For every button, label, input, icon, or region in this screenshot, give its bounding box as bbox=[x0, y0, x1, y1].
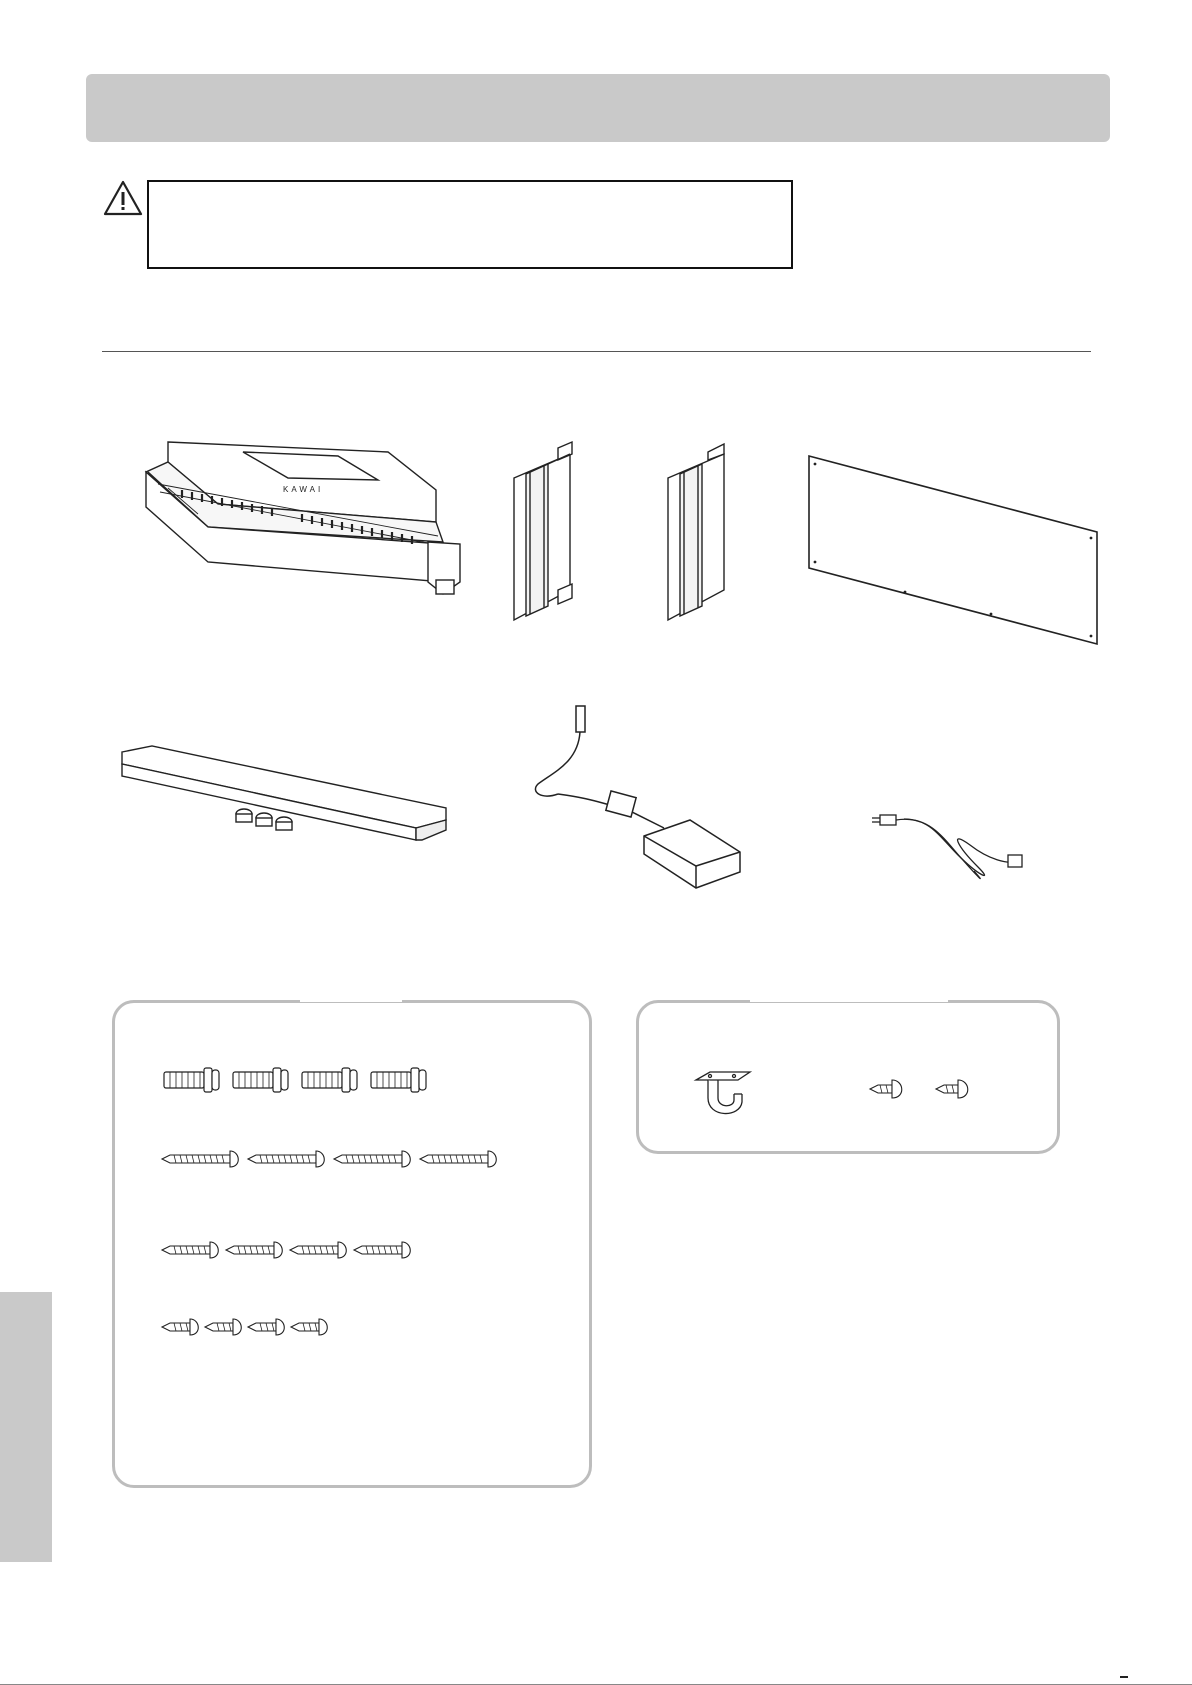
power-cable-icon bbox=[858, 805, 1028, 895]
ac-adapter-icon bbox=[528, 702, 758, 892]
chapter-side-tab bbox=[0, 1292, 52, 1562]
medium-screw-icon bbox=[160, 1239, 420, 1261]
back-board-icon bbox=[805, 452, 1101, 648]
piano-main-unit-icon bbox=[138, 432, 468, 612]
hardware-bag-label-gap bbox=[300, 996, 402, 1002]
svg-text:KAWAI: KAWAI bbox=[283, 485, 324, 494]
warning-box bbox=[147, 180, 793, 269]
headphone-hook-icon bbox=[688, 1070, 758, 1122]
pedalboard-icon bbox=[116, 744, 452, 862]
warning-icon bbox=[103, 180, 143, 216]
side-panel-left-icon bbox=[508, 440, 590, 630]
page-number-mark bbox=[1120, 1676, 1128, 1678]
section-divider bbox=[102, 351, 1091, 352]
bolt-icon bbox=[160, 1065, 450, 1095]
headphone-kit-label-gap bbox=[750, 996, 948, 1002]
small-screw-icon bbox=[868, 1076, 978, 1102]
short-screw-icon bbox=[160, 1316, 340, 1338]
long-screw-icon bbox=[160, 1148, 510, 1170]
side-panel-right-icon bbox=[662, 440, 744, 630]
section-title-bar bbox=[86, 74, 1110, 142]
